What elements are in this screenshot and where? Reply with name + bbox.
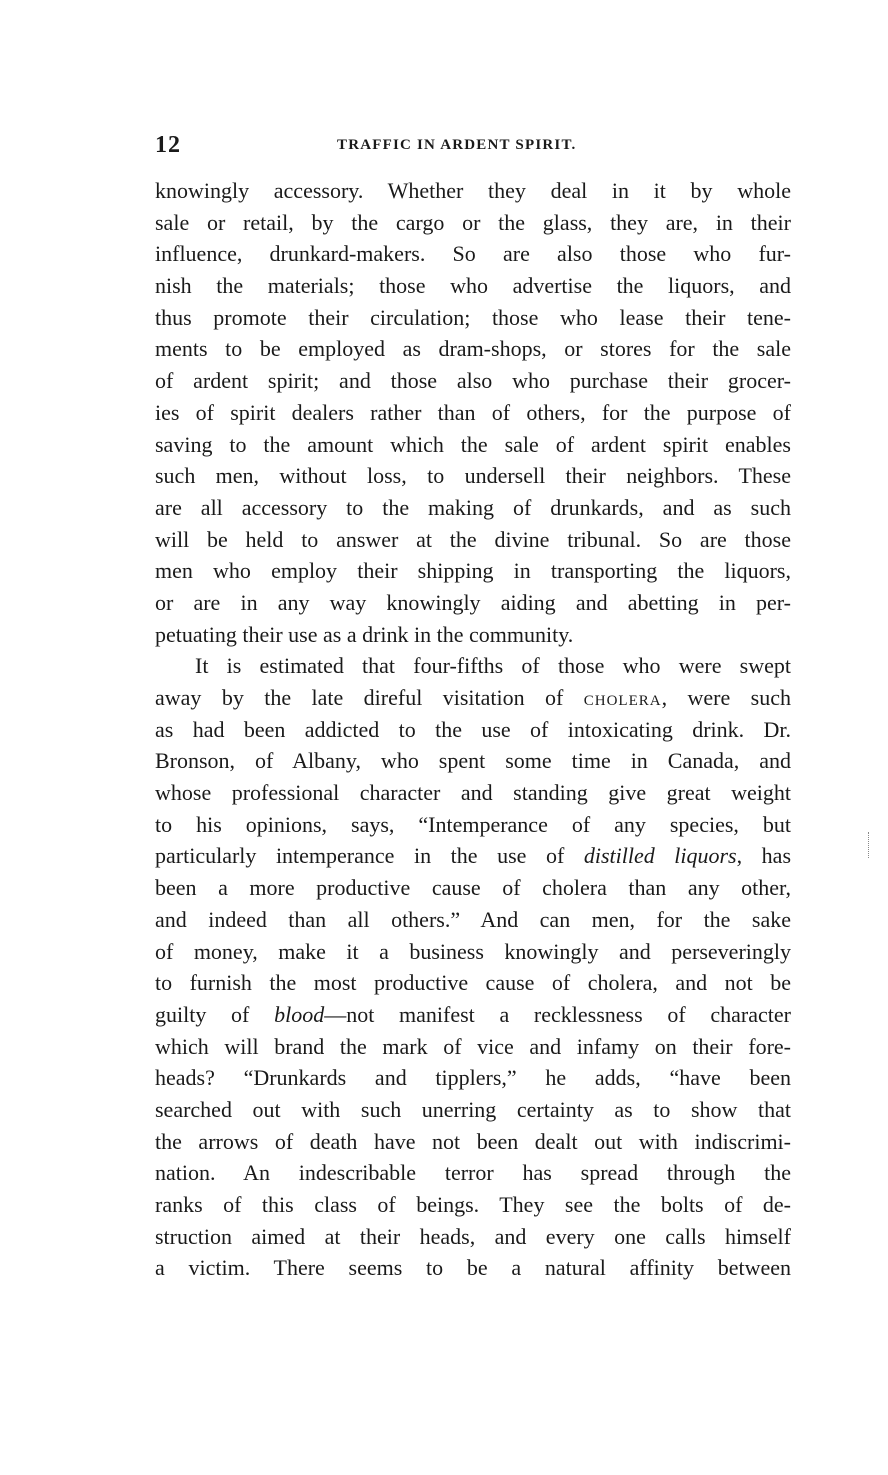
text-line: will be held to answer at the divine tribunal. So are those <box>155 526 791 552</box>
text-line: or are in any way knowingly aiding and abetting in per- <box>155 589 791 615</box>
text-line: It is estimated that four-fifths of those who were swept <box>195 653 791 679</box>
text-line: knowingly accessory. Whether they deal in it by whole <box>155 178 791 203</box>
text-line: are all accessory to the making of drunkards, and as such <box>155 494 791 520</box>
text-fragment: , has <box>736 843 791 869</box>
text-fragment: guilty of <box>155 1001 275 1027</box>
text-line: Bronson, of Albany, who spent some time in Canada, and <box>155 748 791 774</box>
text-line: nish the materials; those who advertise the liquors, and <box>155 273 791 299</box>
text-line: as had been addicted to the use of intoxicating drink. Dr. <box>155 716 791 742</box>
smallcaps-term: CHOLERA <box>583 693 662 709</box>
text-line: of money, make it a business knowingly and perseveringly <box>155 938 791 964</box>
text-line-composite <box>155 999 791 1031</box>
body-text <box>155 175 791 1284</box>
italic-term: blood <box>274 1001 325 1027</box>
text-line: to his opinions, says, “Intemperance of any species, but <box>155 811 791 837</box>
page-header <box>155 132 791 164</box>
italic-term: distilled liquors <box>583 843 737 869</box>
text-line: been a more productive cause of cholera than any other, <box>155 875 791 901</box>
text-line: the arrows of death have not been dealt out with indiscrimi- <box>155 1128 791 1154</box>
text-line: thus promote their circulation; those who lease their tene- <box>155 304 791 330</box>
text-line: struction aimed at their heads, and every one calls himself <box>155 1223 791 1249</box>
text-line: such men, without loss, to undersell their neighbors. These <box>155 463 791 489</box>
text-line: heads? “Drunkards and tipplers,” he adds, “have been <box>155 1065 791 1091</box>
text-line: a victim. There seems to be a natural affinity between <box>155 1255 791 1281</box>
text-line-composite <box>155 840 791 872</box>
text-line: whose professional character and standing give great weight <box>155 780 791 806</box>
text-line: which will brand the mark of vice and infamy on their fore- <box>155 1033 791 1059</box>
text-line: to furnish the most productive cause of cholera, and not be <box>155 970 791 996</box>
text-line: of ardent spirit; and those also who purchase their grocer- <box>155 368 791 394</box>
page-number: 12 <box>155 132 181 158</box>
text-fragment: particularly intemperance in the use of <box>155 843 584 869</box>
text-line: ies of spirit dealers rather than of others, for the purpose of <box>155 399 791 425</box>
text-fragment: , were such <box>661 685 791 710</box>
text-line: petuating their use as a drink in the community. <box>155 621 574 647</box>
text-line: influence, drunkard-makers. So are also those who fur- <box>155 241 791 267</box>
text-line: searched out with such unerring certainty as to show that <box>155 1096 791 1122</box>
text-fragment: —not manifest a recklessness of character <box>324 1001 791 1027</box>
text-fragment: away by the late direful visitation of <box>155 685 584 710</box>
text-line: sale or retail, by the cargo or the glass, they are, in their <box>155 209 791 235</box>
text-line: ranks of this class of beings. They see the bolts of de- <box>155 1192 791 1217</box>
text-line: men who employ their shipping in transporting the liquors, <box>155 558 791 584</box>
margin-mark <box>868 832 871 858</box>
text-line: saving to the amount which the sale of ardent spirit enables <box>155 431 791 457</box>
running-title: TRAFFIC IN ARDENT SPIRIT. <box>337 137 577 153</box>
text-line: and indeed than all others.” And can men, for the sake <box>155 906 791 932</box>
text-line: nation. An indescribable terror has spread through the <box>155 1160 791 1186</box>
text-line-composite <box>155 682 791 714</box>
text-line: ments to be employed as dram-shops, or stores for the sale <box>155 336 791 362</box>
